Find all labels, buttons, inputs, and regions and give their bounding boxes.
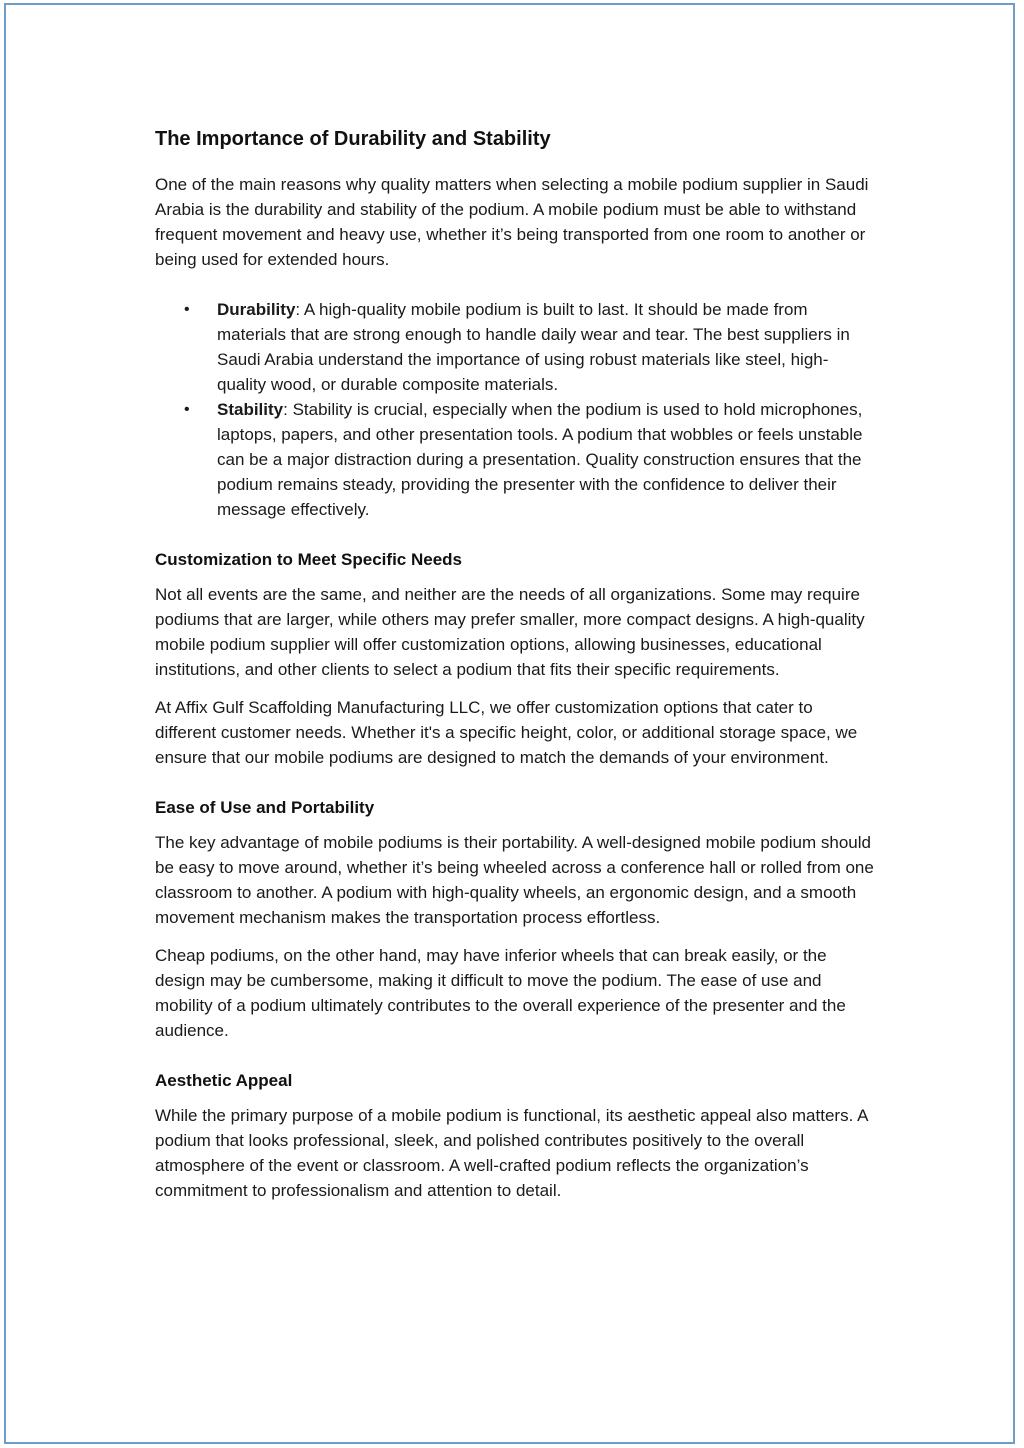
- aesthetic-heading: Aesthetic Appeal: [155, 1071, 293, 1090]
- bullet-text: : Stability is crucial, especially when the podium is used to hold microphones, laptops, papers, and other presentation tools. A podium that wobbles or feels unstable can be a major distraction during a presentation. Quality construction ensures that the podium remains steady, providing the presenter with the confidence to deliver their message effectively.: [217, 400, 863, 519]
- document-body: [155, 126, 875, 1216]
- customization-heading: Customization to Meet Specific Needs: [155, 550, 462, 569]
- bullet-term: Durability: [217, 300, 296, 319]
- bullet-list: [155, 297, 875, 522]
- bullet-icon: •: [184, 301, 190, 318]
- portability-heading: Ease of Use and Portability: [155, 798, 375, 817]
- bullet-text: : A high-quality mobile podium is built to last. It should be made from materials that are strong enough to handle daily wear and tear. The best suppliers in Saudi Arabia understand the importance of using robust materials like steel, high-quality wood, or durable composite materials.: [217, 300, 850, 394]
- bullet-icon: •: [184, 401, 190, 418]
- portability-paragraph-2: Cheap podiums, on the other hand, may have inferior wheels that can break easily, or the design may be cumbersome, making it difficult to move the podium. The ease of use and mobility of a podium ultimately contributes to the overall experience of the presenter and the audience.: [155, 946, 846, 1040]
- bullet-term: Stability: [217, 400, 284, 419]
- portability-paragraph-1: The key advantage of mobile podiums is their portability. A well-designed mobile podium should be easy to move around, whether it’s being wheeled across a conference hall or rolled from one classroom to another. A podium with high-quality wheels, an ergonomic design, and a smooth movement mechanism makes the transportation process effortless.: [155, 833, 874, 927]
- intro-paragraph: One of the main reasons why quality matters when selecting a mobile podium supplier in Saudi Arabia is the durability and stability of the podium. A mobile podium must be able to withstand frequent movement and heavy use, whether it’s being transported from one room to another or being used for extended hours.: [155, 175, 869, 269]
- list-item-durability: [184, 297, 875, 397]
- customization-paragraph-1: Not all events are the same, and neither are the needs of all organizations. Some may require podiums that are larger, while others may prefer smaller, more compact designs. A high-quality mobile podium supplier will offer customization options, allowing businesses, educational institutions, and other clients to select a podium that fits their specific requirements.: [155, 585, 865, 679]
- main-heading: The Importance of Durability and Stability: [155, 128, 551, 150]
- customization-paragraph-2: At Affix Gulf Scaffolding Manufacturing LLC, we offer customization options that cater to different customer needs. Whether it's a specific height, color, or additional storage space, we ensure that our mobile podiums are designed to match the demands of your environment.: [155, 698, 858, 767]
- list-item-stability: [184, 397, 875, 522]
- aesthetic-paragraph-1: While the primary purpose of a mobile podium is functional, its aesthetic appeal also matters. A podium that looks professional, sleek, and polished contributes positively to the overall atmosphere of the event or classroom. A well-crafted podium reflects the organization’s commitment to professionalism and attention to detail.: [155, 1106, 868, 1200]
